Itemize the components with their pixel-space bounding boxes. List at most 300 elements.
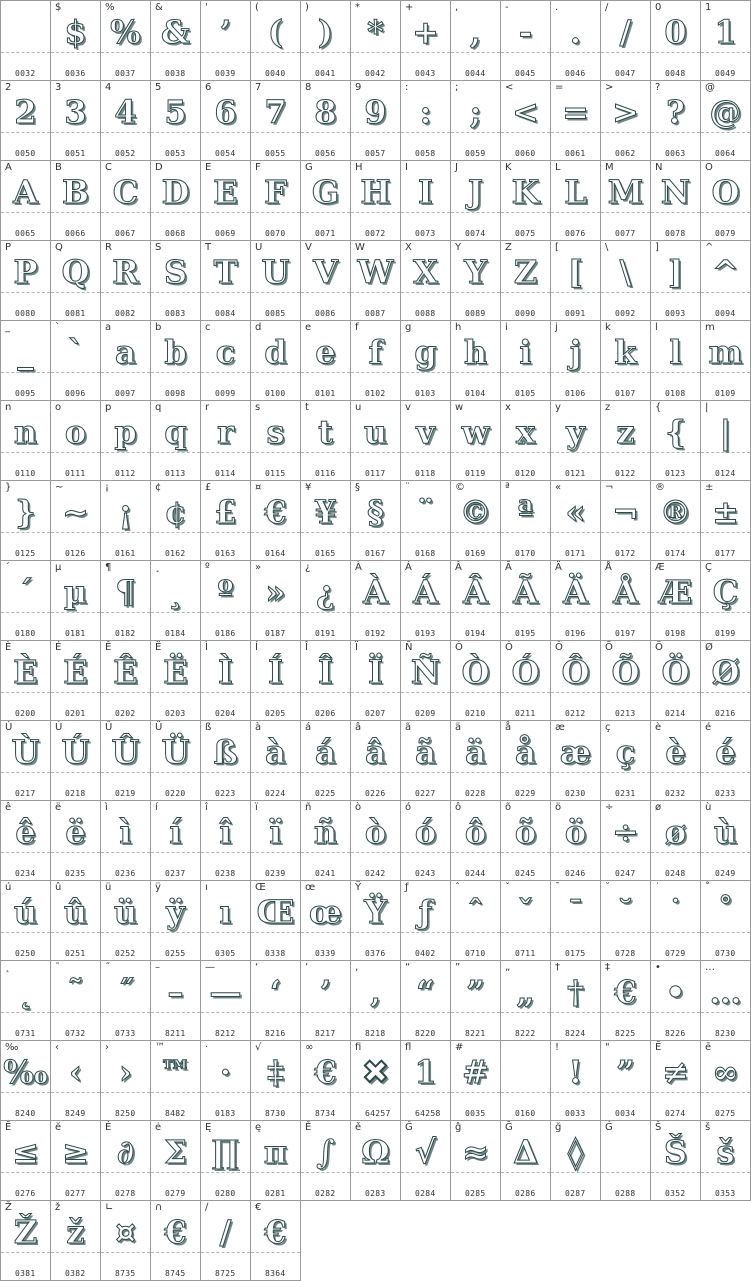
char-code: 0102 — [365, 389, 386, 398]
glyph-preview: ž — [66, 1213, 85, 1251]
character-label: Ø — [705, 642, 713, 653]
character-label: Ğ — [505, 1122, 513, 1133]
character-label: ) — [305, 2, 309, 13]
glyph-cell — [201, 401, 251, 481]
character-label: œ — [305, 882, 316, 893]
glyph-cell — [201, 161, 251, 241]
char-code: 0042 — [365, 69, 386, 78]
glyph-cell — [601, 561, 651, 641]
glyph-preview: Ê — [113, 653, 138, 691]
glyph-preview: A — [13, 173, 38, 211]
glyph-preview: ¶ — [115, 573, 136, 611]
glyph-cell — [301, 561, 351, 641]
char-code: 0196 — [565, 629, 586, 638]
char-code: 0247 — [615, 869, 636, 878]
char-code: 8735 — [115, 1269, 136, 1278]
character-label: ė — [155, 1122, 162, 1133]
glyph-preview: Ü — [161, 733, 190, 771]
glyph-preview: V — [313, 253, 338, 291]
glyph-preview: e — [315, 333, 336, 371]
glyph-preview: : — [419, 93, 432, 131]
glyph-preview: H — [360, 173, 391, 211]
glyph-cell — [201, 961, 251, 1041]
glyph-preview: ª — [517, 493, 534, 531]
glyph-preview: O — [711, 173, 740, 211]
character-label: ē — [705, 1042, 712, 1053]
character-label: I — [405, 162, 408, 173]
glyph-cell — [401, 241, 451, 321]
character-label: ä — [455, 722, 462, 733]
char-code: 0280 — [215, 1189, 236, 1198]
char-code: 0232 — [665, 789, 686, 798]
char-code: 0245 — [515, 869, 536, 878]
char-code: 0233 — [715, 789, 736, 798]
glyph-preview: G — [311, 173, 340, 211]
char-code: 0096 — [65, 389, 86, 398]
char-code: 0095 — [15, 389, 36, 398]
glyph-preview: € — [264, 493, 287, 531]
character-label: û — [55, 882, 62, 893]
glyph-cell — [101, 1121, 151, 1201]
glyph-cell — [151, 81, 201, 161]
char-code: 8226 — [665, 1029, 686, 1038]
glyph-preview: L — [564, 173, 587, 211]
char-code: 0194 — [465, 629, 486, 638]
glyph-preview: ë — [65, 813, 86, 851]
char-code: 0105 — [515, 389, 536, 398]
glyph-cell — [351, 81, 401, 161]
character-label: î — [205, 802, 208, 813]
glyph-preview: • — [665, 973, 686, 1011]
character-label: ” — [455, 962, 461, 973]
char-code: 0195 — [515, 629, 536, 638]
character-label: ^ — [705, 242, 714, 253]
char-code: 0204 — [215, 709, 236, 718]
glyph-cell — [1, 321, 51, 401]
glyph-cell — [451, 1041, 501, 1121]
glyph-preview: « — [565, 493, 586, 531]
char-code: 0230 — [565, 789, 586, 798]
glyph-preview: ~ — [62, 493, 89, 531]
char-code: 0274 — [665, 1109, 686, 1118]
character-label: æ — [555, 722, 565, 733]
char-code: 0168 — [415, 549, 436, 558]
glyph-cell — [251, 1201, 301, 1281]
glyph-preview: } — [15, 493, 36, 531]
character-label: y — [555, 402, 561, 413]
char-code: 0093 — [665, 309, 686, 318]
char-code: 0099 — [215, 389, 236, 398]
glyph-preview: & — [161, 13, 190, 51]
glyph-cell — [151, 561, 201, 641]
glyph-cell — [701, 81, 751, 161]
char-code: 0122 — [615, 469, 636, 478]
glyph-preview: / — [619, 13, 632, 51]
character-label: p — [105, 402, 112, 413]
glyph-cell — [551, 241, 601, 321]
char-code: 0165 — [315, 549, 336, 558]
character-label: _ — [5, 322, 10, 333]
character-label: ÷ — [605, 802, 614, 813]
glyph-cell — [701, 561, 751, 641]
character-label: ( — [255, 2, 259, 13]
character-label: ‰ — [5, 1042, 19, 1053]
char-code: 0732 — [65, 1029, 86, 1038]
glyph-preview: k — [614, 333, 637, 371]
glyph-preview: { — [665, 413, 686, 451]
glyph-preview: ” — [616, 1053, 635, 1091]
char-code: 0227 — [415, 789, 436, 798]
glyph-cell — [401, 801, 451, 881]
character-label: Ó — [505, 642, 513, 653]
char-code: 0100 — [265, 389, 286, 398]
character-label: ™ — [155, 1042, 165, 1053]
glyph-cell — [401, 1041, 451, 1121]
character-label: 2 — [5, 82, 12, 93]
glyph-preview: 0 — [664, 13, 687, 51]
glyph-preview: F — [264, 173, 287, 211]
character-label: “ — [405, 962, 411, 973]
glyph-preview: Ω — [361, 1133, 390, 1171]
char-code: 0070 — [265, 229, 286, 238]
glyph-preview: ◊ — [567, 1133, 584, 1171]
character-label: Ç — [705, 562, 712, 573]
char-code: 0080 — [15, 309, 36, 318]
glyph-cell — [1, 801, 51, 881]
character-label: - — [505, 2, 509, 13]
char-code: 0211 — [515, 709, 536, 718]
char-code: 0186 — [215, 629, 236, 638]
char-code: 0223 — [215, 789, 236, 798]
glyph-preview: Ã — [513, 573, 538, 611]
char-code: 8734 — [315, 1109, 336, 1118]
character-label: ô — [455, 802, 462, 813]
glyph-preview: q — [164, 413, 187, 451]
glyph-cell — [251, 481, 301, 561]
char-code: 8249 — [65, 1109, 86, 1118]
character-label: n — [5, 402, 12, 413]
character-label: Í — [255, 642, 258, 653]
char-code: 0277 — [65, 1189, 86, 1198]
character-label: ± — [705, 482, 714, 493]
glyph-cell — [251, 881, 301, 961]
char-code: 0049 — [715, 69, 736, 78]
glyph-cell — [701, 401, 751, 481]
glyph-cell — [601, 161, 651, 241]
glyph-cell — [651, 481, 701, 561]
char-code: 0052 — [115, 149, 136, 158]
character-label: ó — [405, 802, 412, 813]
glyph-preview: P — [13, 253, 38, 291]
char-code: 0104 — [465, 389, 486, 398]
character-label: µ — [55, 562, 62, 573]
character-label: c — [205, 322, 211, 333]
glyph-preview: Z — [513, 253, 538, 291]
glyph-cell — [251, 801, 301, 881]
glyph-preview: . — [569, 13, 582, 51]
char-code: 0251 — [65, 949, 86, 958]
character-label: ß — [205, 722, 212, 733]
char-code: 0092 — [615, 309, 636, 318]
char-code: 0094 — [715, 309, 736, 318]
character-label: â — [355, 722, 362, 733]
glyph-cell — [251, 161, 301, 241]
glyph-preview: “ — [416, 973, 435, 1011]
glyph-cell — [701, 241, 751, 321]
glyph-preview: p — [114, 413, 137, 451]
character-label: Š — [655, 1122, 662, 1133]
glyph-preview: $ — [64, 13, 87, 51]
glyph-preview: ì — [119, 813, 132, 851]
character-label: M — [605, 162, 614, 173]
glyph-cell — [351, 721, 401, 801]
glyph-cell — [201, 241, 251, 321]
character-label: à — [255, 722, 262, 733]
char-code: 0064 — [715, 149, 736, 158]
char-code: 0217 — [15, 789, 36, 798]
glyph-cell — [201, 481, 251, 561]
character-label: ˛ — [5, 962, 10, 973]
character-label: [ — [555, 242, 559, 253]
character-label: ! — [555, 1042, 560, 1053]
char-code: 8225 — [615, 1029, 636, 1038]
glyph-cell — [701, 1041, 751, 1121]
glyph-cell — [601, 401, 651, 481]
char-code: 0283 — [365, 1189, 386, 1198]
character-label: Û — [105, 722, 113, 733]
character-label: < — [505, 82, 514, 93]
glyph-cell — [601, 481, 651, 561]
char-code: 0228 — [465, 789, 486, 798]
char-code: 0231 — [615, 789, 636, 798]
glyph-preview: ò — [364, 813, 387, 851]
character-label: " — [605, 1042, 610, 1053]
character-label: B — [55, 162, 62, 173]
glyph-preview: [ — [567, 253, 584, 291]
glyph-preview: é — [715, 733, 736, 771]
char-code: 0248 — [665, 869, 686, 878]
glyph-cell — [701, 481, 751, 561]
character-label: ¿ — [305, 562, 311, 573]
character-label: + — [405, 2, 414, 13]
glyph-cell — [151, 641, 201, 721]
glyph-preview: Ú — [61, 733, 90, 771]
glyph-cell — [701, 1, 751, 81]
glyph-cell — [351, 241, 401, 321]
char-code: 0086 — [315, 309, 336, 318]
glyph-preview: ” — [466, 973, 485, 1011]
glyph-preview: U — [261, 253, 290, 291]
glyph-preview: π — [263, 1133, 288, 1171]
glyph-cell — [651, 1041, 701, 1121]
character-label: £ — [205, 482, 212, 493]
glyph-cell — [201, 721, 251, 801]
char-code: 0729 — [665, 949, 686, 958]
char-code: 0187 — [265, 629, 286, 638]
glyph-cell — [251, 321, 301, 401]
character-label: Ÿ — [355, 882, 362, 893]
char-code: 0057 — [365, 149, 386, 158]
glyph-cell — [101, 1201, 151, 1281]
character-label: ∩ — [155, 1202, 163, 1213]
char-code: 0287 — [565, 1189, 586, 1198]
glyph-cell — [251, 1041, 301, 1121]
char-code: 8218 — [365, 1029, 386, 1038]
glyph-preview: › — [119, 1053, 132, 1091]
glyph-cell — [651, 801, 701, 881]
char-code: 0032 — [15, 69, 36, 78]
glyph-cell — [1, 161, 51, 241]
glyph-preview: ï — [269, 813, 282, 851]
glyph-cell — [351, 401, 401, 481]
glyph-preview: ÷ — [612, 813, 639, 851]
glyph-preview: Ø — [711, 653, 740, 691]
character-label: $ — [55, 2, 62, 13]
glyph-cell — [601, 641, 651, 721]
character-label: Ã — [505, 562, 512, 573]
character-label: ` — [55, 322, 60, 333]
char-code: 0098 — [165, 389, 186, 398]
glyph-preview: í — [169, 813, 182, 851]
glyph-cell — [551, 1, 601, 81]
char-code: 0038 — [165, 69, 186, 78]
glyph-cell — [201, 1121, 251, 1201]
glyph-cell — [151, 241, 201, 321]
char-code: 0162 — [165, 549, 186, 558]
char-code: 0282 — [315, 1189, 336, 1198]
glyph-preview: J — [467, 173, 484, 211]
char-code: 0069 — [215, 229, 236, 238]
character-label: † — [555, 962, 560, 973]
glyph-preview: È — [13, 653, 38, 691]
character-label: é — [705, 722, 712, 733]
glyph-cell — [251, 241, 301, 321]
glyph-cell — [101, 241, 151, 321]
character-label: d — [255, 322, 262, 333]
character-label: b — [155, 322, 162, 333]
glyph-cell — [601, 1041, 651, 1121]
glyph-preview: ˚ — [717, 893, 734, 931]
character-label: } — [5, 482, 12, 493]
glyph-cell — [401, 881, 451, 961]
glyph-preview: Û — [111, 733, 140, 771]
glyph-preview: ^ — [712, 253, 739, 291]
glyph-cell — [701, 801, 751, 881]
character-label: ê — [5, 802, 12, 813]
glyph-cell — [301, 881, 351, 961]
glyph-preview: ó — [414, 813, 437, 851]
character-label: f — [355, 322, 359, 333]
glyph-cell — [351, 561, 401, 641]
char-code: 0226 — [365, 789, 386, 798]
glyph-cell — [651, 401, 701, 481]
char-code: 0210 — [465, 709, 486, 718]
char-code: 0237 — [165, 869, 186, 878]
character-label: 1 — [705, 2, 712, 13]
char-code: 0126 — [65, 549, 86, 558]
glyph-cell — [101, 81, 151, 161]
char-code: 0177 — [715, 549, 736, 558]
glyph-cell — [351, 641, 401, 721]
glyph-preview: Ù — [11, 733, 40, 771]
glyph-cell — [251, 1121, 301, 1201]
glyph-preview: Q — [61, 253, 90, 291]
glyph-cell — [301, 401, 351, 481]
glyph-preview: å — [515, 733, 536, 771]
character-label: 0 — [655, 2, 662, 13]
char-code: 8240 — [15, 1109, 36, 1118]
glyph-preview: / — [219, 1213, 232, 1251]
glyph-preview: R — [112, 253, 139, 291]
character-label: e — [305, 322, 312, 333]
char-code: 8217 — [315, 1029, 336, 1038]
character-label: ú — [5, 882, 12, 893]
glyph-preview: ™ — [159, 1053, 192, 1091]
glyph-preview: Î — [318, 653, 333, 691]
character-label: ﬁ — [355, 1042, 362, 1053]
character-label: ğ — [555, 1122, 562, 1133]
char-code: 0048 — [665, 69, 686, 78]
char-code: 0728 — [615, 949, 636, 958]
char-code: 0039 — [215, 69, 236, 78]
glyph-preview — [601, 1129, 650, 1175]
glyph-preview: ƒ — [418, 893, 433, 931]
glyph-cell — [51, 321, 101, 401]
character-label: ? — [655, 82, 661, 93]
glyph-preview: g — [414, 333, 437, 371]
glyph-preview: # — [462, 1053, 489, 1091]
glyph-preview: ê — [15, 813, 36, 851]
character-label: € — [255, 1202, 262, 1213]
character-label: U — [255, 242, 263, 253]
char-code: 0202 — [115, 709, 136, 718]
glyph-cell — [101, 321, 151, 401]
glyph-cell — [101, 481, 151, 561]
glyph-preview: — — [209, 973, 242, 1011]
character-label: H — [355, 162, 363, 173]
char-code: 0113 — [165, 469, 186, 478]
char-code: 0085 — [265, 309, 286, 318]
glyph-cell — [51, 1121, 101, 1201]
char-code: 0109 — [715, 389, 736, 398]
glyph-preview: ’ — [319, 973, 332, 1011]
glyph-preview: ? — [666, 93, 685, 131]
glyph-preview: Ï — [368, 653, 383, 691]
character-label: Ö — [655, 642, 663, 653]
character-label: « — [555, 482, 562, 493]
character-label: J — [455, 162, 458, 173]
glyph-preview: â — [365, 733, 386, 771]
glyph-cell — [551, 801, 601, 881]
glyph-cell — [451, 241, 501, 321]
glyph-cell — [551, 1121, 601, 1201]
char-code: 0036 — [65, 69, 86, 78]
glyph-cell — [451, 481, 501, 561]
glyph-preview: 7 — [264, 93, 287, 131]
glyph-preview: < — [512, 93, 539, 131]
character-label: O — [705, 162, 713, 173]
char-code: 0219 — [115, 789, 136, 798]
glyph-preview: ä — [465, 733, 486, 771]
glyph-cell — [151, 401, 201, 481]
char-code: 0339 — [315, 949, 336, 958]
glyph-cell — [51, 1, 101, 81]
character-label: ¢ — [155, 482, 162, 493]
glyph-preview: Y — [464, 253, 487, 291]
glyph-preview: € — [164, 1213, 187, 1251]
glyph-cell — [701, 961, 751, 1041]
character-label: : — [405, 82, 409, 93]
